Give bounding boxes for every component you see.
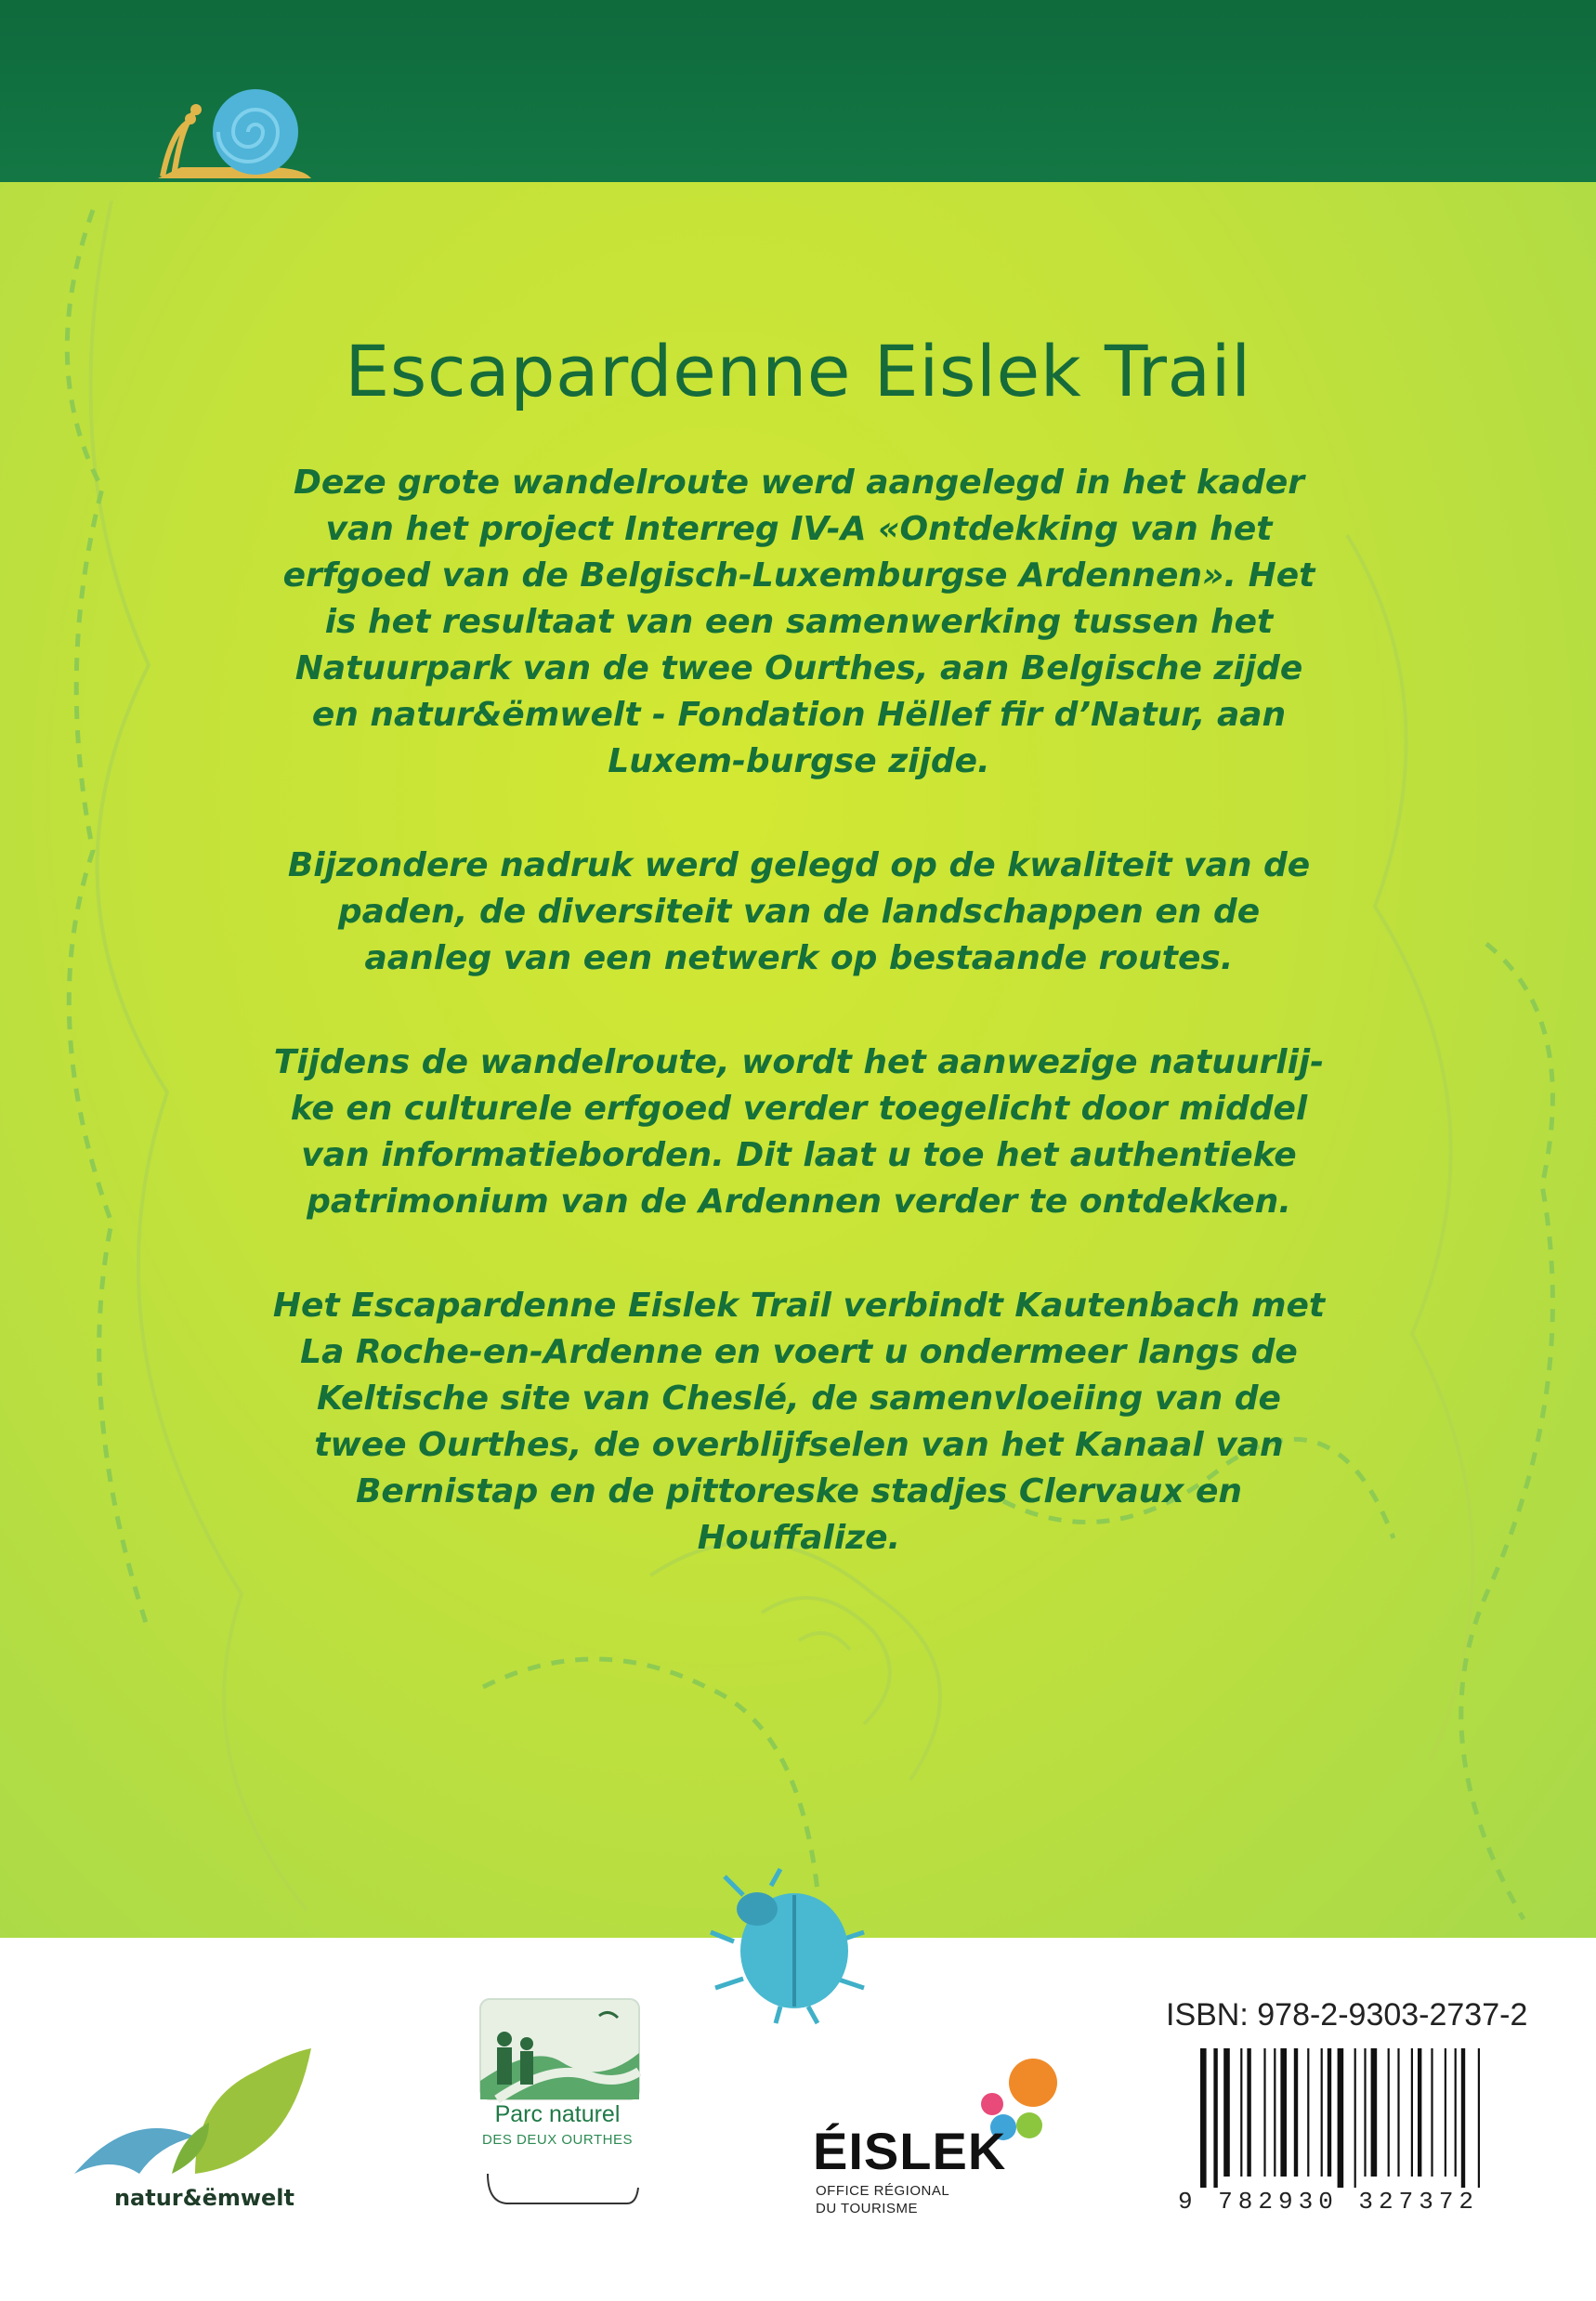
eislek-logo-subtitle-1: OFFICE RÉGIONAL [816, 2183, 950, 2199]
isbn-label: ISBN: 978-2-9303-2737-2 [1166, 1997, 1528, 2033]
body-text [269, 460, 1328, 1619]
natur-logo-text: natur&ëmwelt [113, 2185, 295, 2211]
paragraph-1: Deze grote wandelroute werd aangelegd in het kader van het project Interreg IV-A «Ontdekking van het erfgoed van de Belgisch-Luxemburgse Ardennen». Het is het resultaat van een samenwerking tussen het Natuurpark van de twee Ourthes, aan Belgische zijde en natur&ëmwelt - Fondation Hëllef fir d’Natur, aan Luxem-burgse zijde. [282, 464, 1315, 780]
paragraph-3: Tijdens de wandelroute, wordt het aanwezige natuurlij-ke en culturele erfgoed verder toegelicht door middel van informatieborden. Dit laat u toe het authentieke patrimonium van de Ardennen verder te ontdekken. [273, 1043, 1325, 1221]
barcode [1197, 2048, 1531, 2188]
eislek-logo-name: ÉISLEK [813, 2122, 1007, 2180]
barcode-bar [1307, 2048, 1309, 2177]
barcode-bar [1240, 2048, 1242, 2177]
barcode-bar [1280, 2048, 1287, 2177]
barcode-bar [1354, 2048, 1356, 2188]
barcode-bar [1321, 2048, 1323, 2177]
snail-icon [153, 74, 321, 186]
barcode-bar [1418, 2048, 1421, 2177]
barcode-bar [1274, 2048, 1275, 2177]
barcode-bar [1223, 2048, 1230, 2177]
barcode-bar [1388, 2048, 1390, 2177]
barcode-bar [1371, 2048, 1378, 2177]
barcode-bar [1397, 2048, 1399, 2177]
barcode-bar [1294, 2048, 1298, 2177]
paragraph-4: Het Escapardenne Eislek Trail verbindt Kautenbach met La Roche-en-Ardenne en voert u ondermeer langs de Keltische site van Cheslé, de samenvloeiing van de twee Ourthes, de overblijfselen van het Kanaal van Bernistap en de pittoreske stadjes Clervaux en Houffalize. [272, 1287, 1326, 1557]
barcode-bar [1411, 2048, 1413, 2177]
barcode-bar [1263, 2048, 1265, 2177]
parc-logo-subtitle: DES DEUX OURTHES [482, 2132, 633, 2148]
barcode-bar [1200, 2048, 1207, 2188]
barcode-bar [1213, 2048, 1217, 2188]
barcode-bar [1338, 2048, 1344, 2188]
barcode-bar [1328, 2048, 1331, 2177]
barcode-bar [1445, 2048, 1446, 2177]
barcode-bar [1364, 2048, 1366, 2177]
barcode-bar [1461, 2048, 1465, 2188]
barcode-digits: 9 782930 327372 [1178, 2188, 1480, 2216]
parc-logo-name: Parc naturel [494, 2101, 621, 2127]
barcode-bar [1431, 2048, 1432, 2177]
paragraph-2: Bijzondere nadruk werd gelegd op de kwaliteit van de paden, de diversiteit van de landschappen en de aanleg van een netwerk op bestaande routes. [287, 846, 1311, 977]
eislek-logo-subtitle-2: DU TOURISME [816, 2201, 918, 2216]
cover-area [0, 182, 1596, 1938]
barcode-bar [1247, 2048, 1250, 2177]
page-title: Escapardenne Eislek Trail [345, 330, 1251, 412]
beetle-icon [706, 1867, 873, 2025]
barcode-bar [1455, 2048, 1457, 2177]
barcode-bar [1478, 2048, 1480, 2188]
